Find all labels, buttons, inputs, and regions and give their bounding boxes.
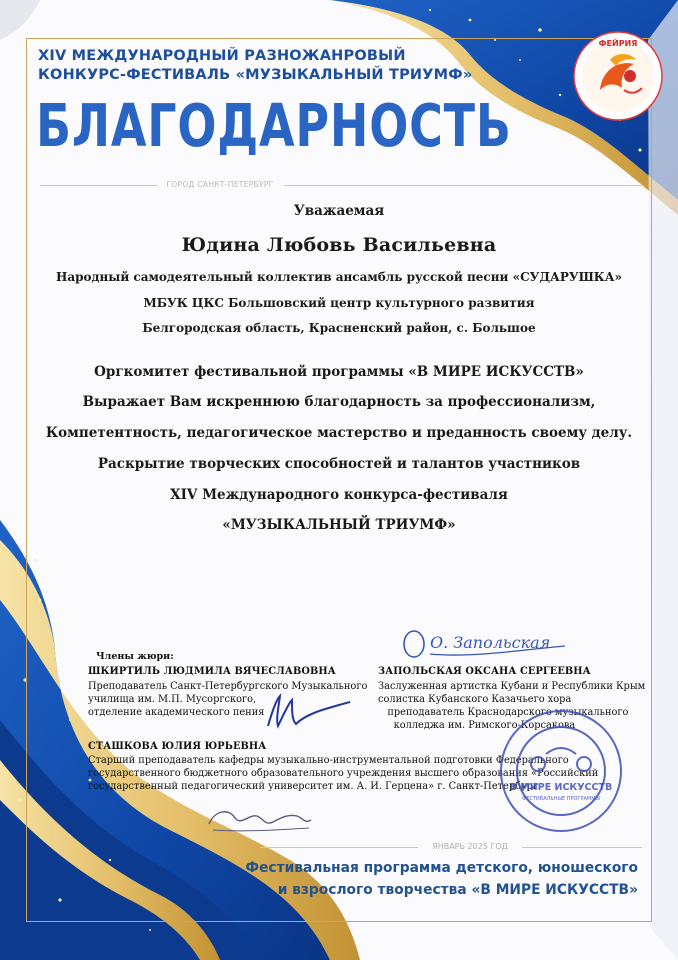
stamp-center-text: В МИРЕ ИСКУССТВ bbox=[509, 782, 613, 793]
message-line3: Компетентность, педагогическое мастерство и преданность своему делу. bbox=[45, 425, 633, 441]
certificate-title: БЛАГОДАРНОСТЬ bbox=[36, 91, 512, 160]
salutation: Уважаемая bbox=[293, 203, 385, 219]
contest-title-line2: КОНКУРС-ФЕСТИВАЛЬ «МУЗЫКАЛЬНЫЙ ТРИУМФ» bbox=[38, 67, 473, 83]
festival-logo-icon bbox=[572, 30, 664, 122]
jury-member-description: Старший преподаватель кафедры музыкально-инструментальной подготовки Федерального государственного бюджетного образовательного учреждения высшего образования «Российский государственный педагогический университет им. А. И. Герцена» г. Санкт-Петербург bbox=[88, 755, 599, 792]
recipient-org-line2: МБУК ЦКС Большовский центр культурного развития bbox=[143, 296, 535, 310]
jury-member-name: ШКИРТИЛЬ ЛЮДМИЛА ВЯЧЕСЛАВОВНА bbox=[88, 666, 336, 677]
footer-line2: и взрослого творчества «В МИРЕ ИСКУССТВ» bbox=[277, 882, 638, 898]
divider bbox=[40, 185, 158, 186]
message-line6: «МУЗЫКАЛЬНЫЙ ТРИУМФ» bbox=[222, 517, 456, 533]
message-line2: Выражает Вам искреннюю благодарность за профессионализм, bbox=[82, 394, 596, 410]
message-line5: XIV Международного конкурса-фестиваля bbox=[170, 487, 508, 503]
signature-zapolskaya-text: О. Запольская bbox=[430, 633, 551, 652]
jury-title: Члены жюри: bbox=[96, 651, 174, 662]
recipient-name: Юдина Любовь Васильевна bbox=[181, 234, 497, 256]
recipient-org-line3: Белгородская область, Красненский район, с. Большое bbox=[142, 321, 536, 335]
date-label: ЯНВАРЬ 2025 ГОД bbox=[432, 842, 508, 851]
stamp-sub-text: ФЕСТИВАЛЬНЫЕ ПРОГРАММЫ bbox=[522, 796, 600, 802]
city-label: ГОРОД САНКТ-ПЕТЕРБУРГ bbox=[166, 180, 274, 189]
jury-member-description: Преподаватель Санкт-Петербургского Музыкального училища им. М.П. Мусоргского, отделение академического пения bbox=[88, 681, 368, 718]
divider bbox=[284, 185, 644, 186]
jury-member-name: СТАШКОВА ЮЛИЯ ЮРЬЕВНА bbox=[88, 741, 267, 752]
signature-zapolskaya bbox=[400, 624, 570, 662]
footer-line1: Фестивальная программа детского, юношеского bbox=[245, 860, 638, 876]
divider bbox=[260, 847, 418, 848]
contest-title-line1: XIV МЕЖДУНАРОДНЫЙ РАЗНОЖАНРОВЫЙ bbox=[38, 48, 406, 64]
signature-stashkova bbox=[205, 800, 315, 836]
message-line1: Оргкомитет фестивальной программы «В МИРЕ ИСКУССТВ» bbox=[94, 364, 584, 380]
jury-member-description: Заслуженная артистка Кубани и Республики Крым солистка Кубанского Казачьего хора преподаватель Краснодарского музыкального колледжа им. Римского-Корсакова bbox=[378, 681, 646, 731]
recipient-org-line1: Народный самодеятельный коллектив ансамбль русской песни «СУДАРУШКА» bbox=[56, 270, 622, 284]
message-line4: Раскрытие творческих способностей и талантов участников bbox=[97, 456, 581, 472]
svg-text:ФЕЙРИЯ: ФЕЙРИЯ bbox=[598, 39, 638, 48]
jury-member-name: ЗАПОЛЬСКАЯ ОКСАНА СЕРГЕЕВНА bbox=[378, 666, 591, 677]
divider bbox=[522, 847, 642, 848]
stamp-seal-icon bbox=[496, 706, 626, 836]
